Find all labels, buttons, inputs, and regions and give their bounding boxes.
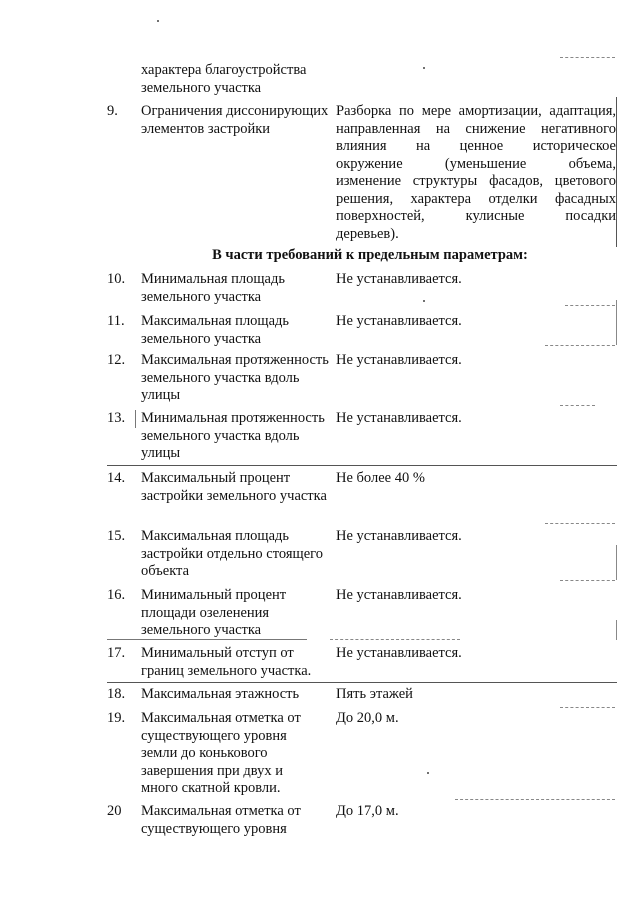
value-line: решения, характера отделки фасадных xyxy=(336,190,616,207)
parameter-value: Не устанавливается. xyxy=(336,271,462,287)
table-rule xyxy=(107,639,307,640)
row-number: 18. xyxy=(107,686,126,702)
value-line: поверхностей, кулисные посадки xyxy=(336,208,616,224)
row-number: 12. xyxy=(107,352,126,368)
parameter-name: характера благоустройства земельного участка xyxy=(141,62,307,96)
value-line: Разборка по мере амортизации, адаптация, xyxy=(336,103,616,119)
row-number: 11. xyxy=(107,313,125,329)
parameter-name: Минимальный процент площади озеленения земельного участка xyxy=(141,587,287,638)
parameter-name: Минимальный отступ от границ земельного участка. xyxy=(141,645,312,679)
parameter-name: Ограничения диссонирующих элементов застройки xyxy=(141,103,329,137)
table-rule xyxy=(560,405,595,406)
parameter-value: Не устанавливается. xyxy=(336,410,462,426)
parameter-value: Не устанавливается. xyxy=(336,528,462,544)
parameter-value: Не устанавливается. xyxy=(336,587,462,603)
row-number: 20 xyxy=(107,803,122,819)
parameter-name: Минимальная протяженность земельного участка вдоль улицы xyxy=(141,410,325,461)
parameter-name: Максимальная этажность xyxy=(141,686,300,702)
value-line: направленная на снижение негативного xyxy=(336,120,616,137)
value-line: влияния на ценное историческое xyxy=(336,138,616,154)
table-rule xyxy=(330,639,460,640)
table-rule xyxy=(135,410,136,428)
parameter-name: Максимальная площадь застройки отдельно стоящего объекта xyxy=(141,528,323,579)
parameter-name: Максимальная протяженность земельного участка вдоль улицы xyxy=(141,352,329,403)
row-number: 15. xyxy=(107,528,126,544)
row-number: 9. xyxy=(107,103,118,119)
parameter-value: Не устанавливается. xyxy=(336,645,462,661)
parameter-value: До 20,0 м. xyxy=(336,710,399,726)
parameter-value: Не устанавливается. xyxy=(336,313,462,329)
parameter-name: Максимальная площадь земельного участка xyxy=(141,313,290,347)
table-rule xyxy=(565,305,615,306)
table-rule xyxy=(560,707,615,708)
row-number: 10. xyxy=(107,271,126,287)
table-rule xyxy=(560,580,615,581)
row-number: 13. xyxy=(107,410,126,426)
parameter-name: Минимальная площадь земельного участка xyxy=(141,271,285,305)
scan-speck xyxy=(157,20,159,22)
value-line: изменение структуры фасадов, цветового xyxy=(336,173,616,189)
parameter-name: Максимальная отметка от существующего уровня земли до конькового завершения при двух и много скатной кровли. xyxy=(141,710,301,796)
table-rule xyxy=(616,97,617,247)
table-rule xyxy=(455,799,615,800)
table-rule xyxy=(616,620,617,640)
row-number: 19. xyxy=(107,710,126,726)
table-rule xyxy=(107,682,617,683)
section-heading: В части требований к предельным параметрам: xyxy=(212,247,528,263)
table-rule xyxy=(616,545,617,580)
value-line: окружение (уменьшение объема, xyxy=(336,155,616,172)
row-number: 16. xyxy=(107,587,126,603)
table-rule xyxy=(560,57,615,58)
table-rule xyxy=(616,300,617,345)
parameter-value: Не более 40 % xyxy=(336,470,425,486)
parameter-name: Максимальный процент застройки земельного участка xyxy=(141,470,327,504)
parameter-value: До 17,0 м. xyxy=(336,803,399,819)
table-rule xyxy=(545,345,615,346)
parameter-value xyxy=(336,103,616,243)
scan-speck xyxy=(423,300,425,302)
parameter-name: Максимальная отметка от существующего уровня xyxy=(141,803,301,837)
parameter-value: Пять этажей xyxy=(336,686,413,702)
value-line: деревьев). xyxy=(336,225,399,242)
scan-speck xyxy=(427,772,429,774)
scan-speck xyxy=(423,67,425,69)
parameter-value: Не устанавливается. xyxy=(336,352,462,368)
row-number: 17. xyxy=(107,645,126,661)
row-number: 14. xyxy=(107,470,126,486)
table-rule xyxy=(107,465,617,466)
table-rule xyxy=(545,523,615,524)
